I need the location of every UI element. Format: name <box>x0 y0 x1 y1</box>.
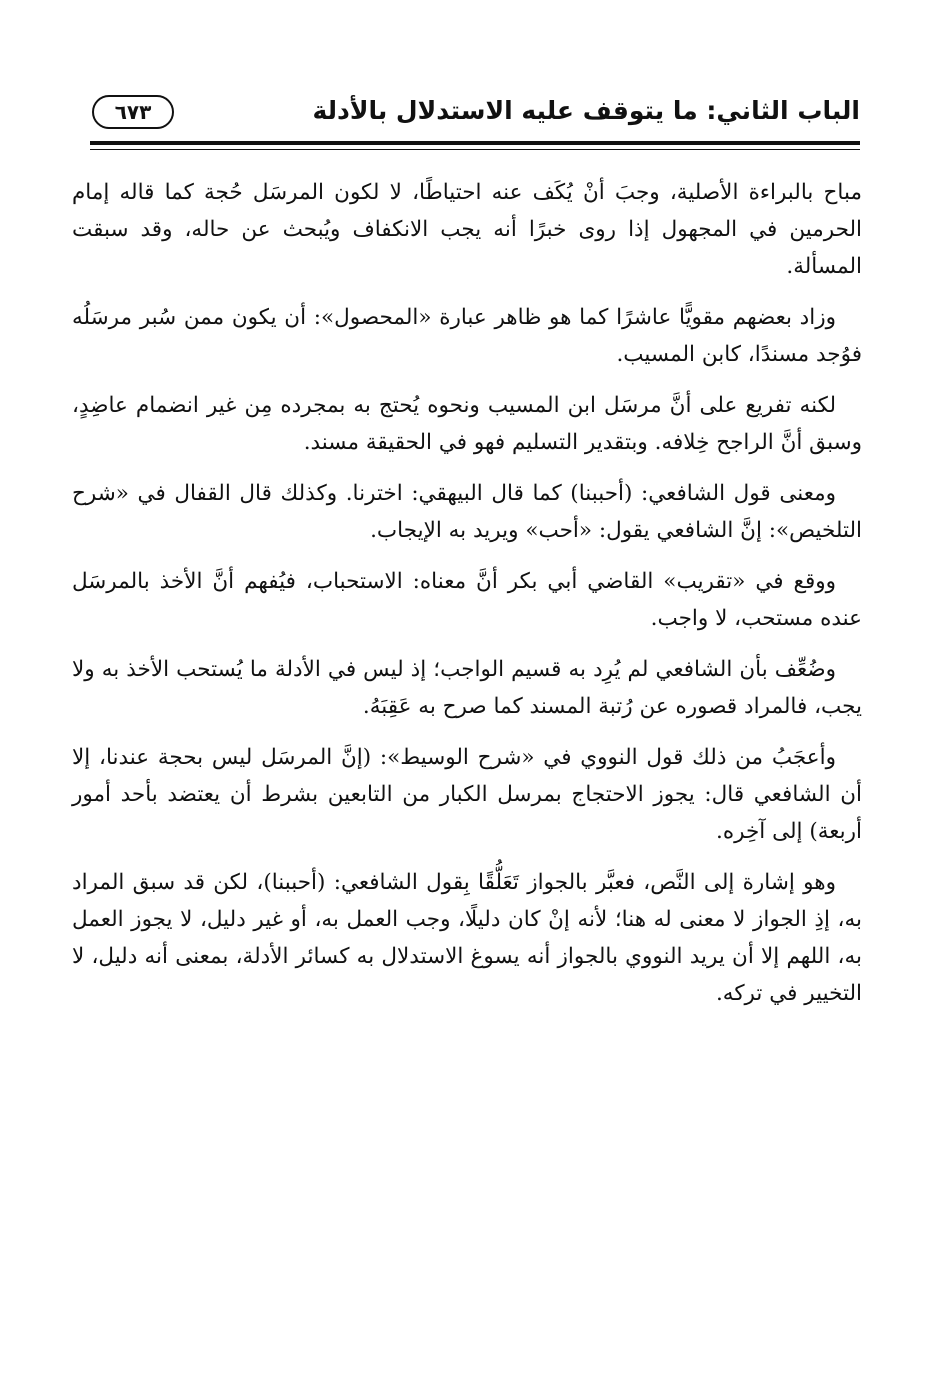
paragraph: وهو إشارة إلى النَّص، فعبَّر بالجواز تَعَلُّقًا بِقول الشافعي: (أحببنا)، لكن قد سبق المراد به، إذِ الجواز لا معنى له هنا؛ لأنه إنْ كان دليلًا، وجب العمل به، أو غير دليل، لا يجوز العمل به، اللهم إلا أن يريد النووي بالجواز أنه يسوغ الاستدلال به كسائر الأدلة، بمعنى أنه دليل، لا التخيير في تركه. <box>72 870 862 1006</box>
header-divider-thin <box>90 149 860 150</box>
body-text <box>72 174 862 1026</box>
paragraph: ومعنى قول الشافعي: (أحببنا) كما قال البيهقي: اخترنا. وكذلك قال القفال في «شرح التلخيص»: إنَّ الشافعي يقول: «أحب» ويريد به الإيجاب. <box>72 481 862 543</box>
paragraph: وزاد بعضهم مقويًّا عاشرًا كما هو ظاهر عبارة «المحصول»: أن يكون ممن سُبر مرسَلُه فوُجد مسندًا، كابن المسيب. <box>72 305 862 367</box>
chapter-title: الباب الثاني: ما يتوقف عليه الاستدلال بالأدلة <box>312 96 860 125</box>
paragraph: لكنه تفريع على أنَّ مرسَل ابن المسيب ونحوه يُحتج به بمجرده مِن غير انضمام عاضِدٍ، وسبق أنَّ الراجح خِلافه. وبتقدير التسليم فهو في الحقيقة مسند. <box>72 393 862 455</box>
paragraph: وضُعِّف بأن الشافعي لم يُرِد به قسيم الواجب؛ إذ ليس في الأدلة ما يُستحب الأخذ به ولا يجب، فالمراد قصوره عن رُتبة المسند كما صرح به عَقِبَهُ. <box>72 657 862 719</box>
header-divider-thick <box>90 141 860 145</box>
page-header <box>90 92 860 140</box>
paragraph: ووقع في «تقريب» القاضي أبي بكر أنَّ معناه: الاستحباب، فيُفهم أنَّ الأخذ بالمرسَل عنده مستحب، لا واجب. <box>72 569 862 631</box>
paragraph: وأعجَبُ من ذلك قول النووي في «شرح الوسيط»: (إنَّ المرسَل ليس بحجة عندنا، إلا أن الشافعي قال: يجوز الاحتجاج بمرسل الكبار من التابعين بشرط أن يعتضد بأحد أمور أربعة) إلى آخِره. <box>72 745 862 844</box>
page-number-badge: ٦٧٣ <box>92 95 174 129</box>
paragraph: مباح بالبراءة الأصلية، وجبَ أنْ يُكَف عنه احتياطًا، لا لكون المرسَل حُجة كما قاله إمام الحرمين في المجهول إذا روى خبرًا أنه يجب الانكفاف ويُبحث عن حاله، وقد سبقت المسألة. <box>72 180 862 279</box>
